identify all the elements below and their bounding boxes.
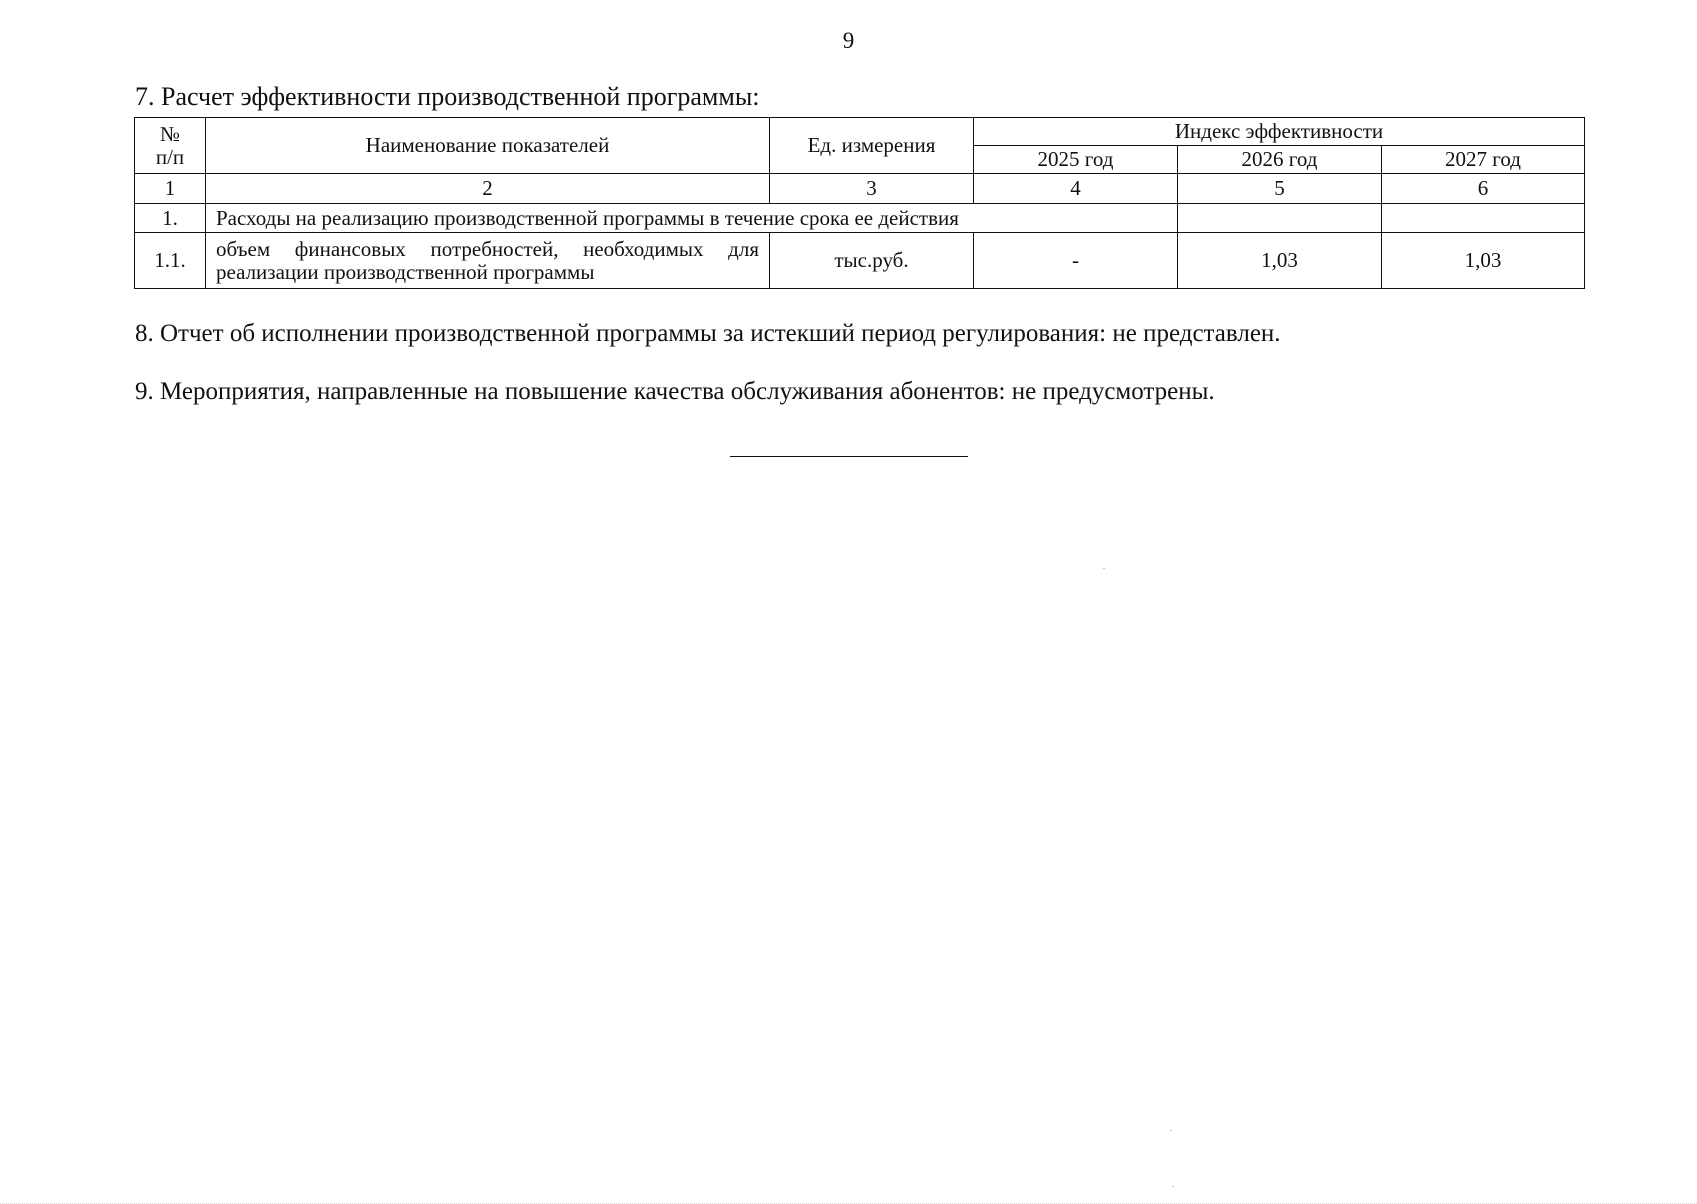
- column-number-cell: 6: [1382, 174, 1585, 204]
- column-number-cell: 3: [770, 174, 974, 204]
- header-efficiency-index-cell: Индекс эффективности: [974, 118, 1585, 146]
- header-name-cell: Наименование показателей: [206, 118, 770, 174]
- header-unit-cell: Ед. измерения: [770, 118, 974, 174]
- header-year-2025: 2025 год: [974, 146, 1178, 174]
- row-value-2026: 1,03: [1178, 233, 1382, 289]
- table-row: [135, 233, 1585, 289]
- header-number-abbr: п/п: [155, 144, 185, 169]
- row-name-cell: Расходы на реализацию производственной программы в течение срока ее действия: [206, 204, 1178, 233]
- end-of-document-rule: [730, 456, 968, 457]
- section-7-heading: 7. Расчет эффективности производственной программы:: [135, 82, 760, 111]
- header-number-cell: [135, 118, 206, 174]
- header-year-2027: 2027 год: [1382, 146, 1585, 174]
- header-year-2026: 2026 год: [1178, 146, 1382, 174]
- row-value-2027: 1,03: [1382, 233, 1585, 289]
- row-value-2027: [1382, 204, 1585, 233]
- scan-speck: [1103, 568, 1105, 569]
- scan-speck: [1170, 1130, 1172, 1131]
- column-number-cell: 4: [974, 174, 1178, 204]
- column-number-cell: 1: [135, 174, 206, 204]
- scan-speck: [1172, 1186, 1174, 1187]
- column-number-cell: 5: [1178, 174, 1382, 204]
- table-header-row: [135, 118, 1585, 146]
- row-name-cell: объем финансовых потребностей, необходимых для реализации производственной программы: [206, 233, 770, 289]
- table-row: [135, 204, 1585, 233]
- row-value-2025: -: [974, 233, 1178, 289]
- row-value-2026: [1178, 204, 1382, 233]
- row-number-cell: 1.: [135, 204, 206, 233]
- section-9-paragraph: 9. Мероприятия, направленные на повышение качества обслуживания абонентов: не предусмотрены.: [135, 378, 1215, 405]
- table-column-numbers-row: [135, 174, 1585, 204]
- efficiency-table: [134, 117, 1585, 289]
- column-number-cell: 2: [206, 174, 770, 204]
- header-number-symbol: №: [159, 122, 181, 147]
- row-unit-cell: тыс.руб.: [770, 233, 974, 289]
- page-number: 9: [842, 28, 855, 53]
- section-8-paragraph: 8. Отчет об исполнении производственной программы за истекший период регулирования: не представлен.: [135, 320, 1281, 347]
- row-number-cell: 1.1.: [135, 233, 206, 289]
